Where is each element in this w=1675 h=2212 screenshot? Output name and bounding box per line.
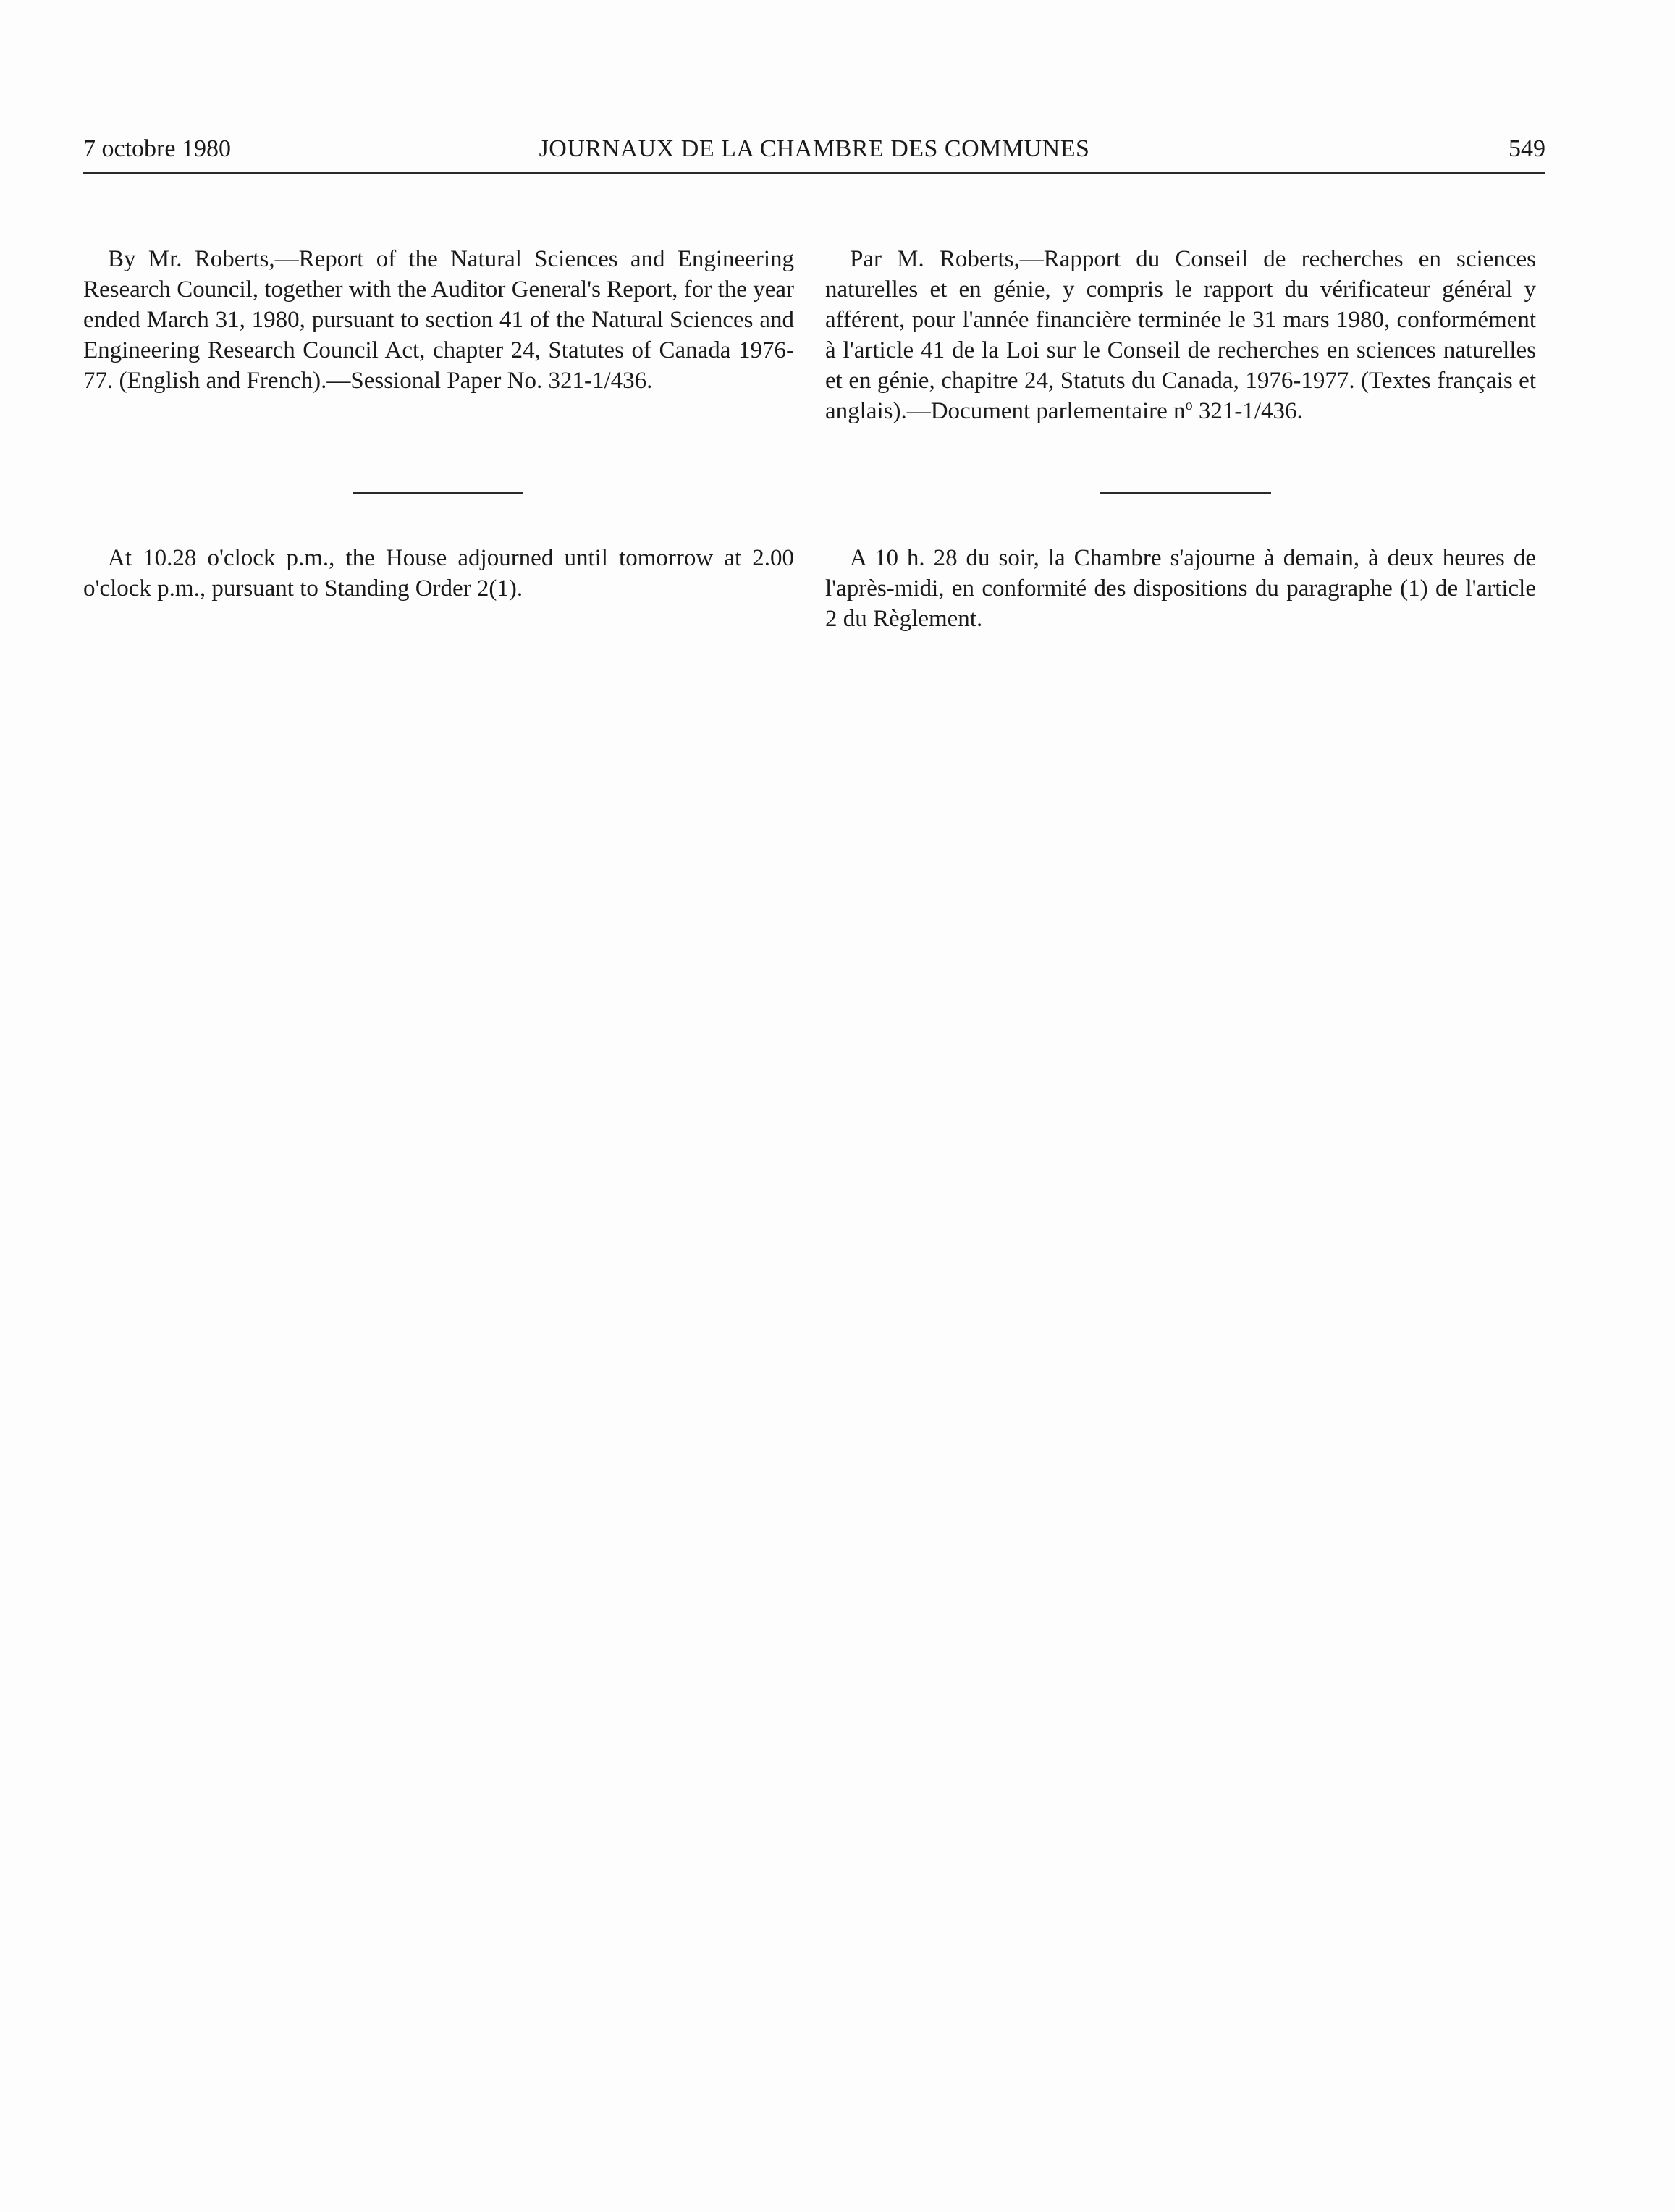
header-rule — [83, 172, 1545, 174]
english-adjournment-paragraph: At 10.28 o'clock p.m., the House adjourned until tomorrow at 2.00 o'clock p.m., pursuant to Standing Order 2(1). — [83, 545, 794, 601]
french-report-superscript: o — [1185, 397, 1193, 413]
french-section-separator — [1100, 492, 1271, 494]
english-adjournment-column — [83, 543, 794, 604]
page-header — [83, 130, 1545, 168]
english-report-column — [83, 244, 794, 396]
french-adjournment-paragraph: A 10 h. 28 du soir, la Chambre s'ajourne à demain, à deux heures de l'après-midi, en conformité des dispositions du paragraphe (1) de l'article 2 du Règlement. — [825, 545, 1536, 632]
french-report-text-end: 321-1/436. — [1192, 398, 1303, 424]
french-adjournment-column — [825, 543, 1536, 634]
header-title: JOURNAUX DE LA CHAMBRE DES COMMUNES — [539, 135, 1090, 162]
french-report-paragraph — [825, 244, 1536, 426]
english-report-paragraph: By Mr. Roberts,—Report of the Natural Sciences and Engineering Research Council, together with the Auditor General's Report, for the year ended March 31, 1980, pursuant to section 41 of the Natural Sciences and Engineering Research Council Act, chapter 24, Statutes of Canada 1976-77. (English and French).—Sessional Paper No. 321-1/436. — [83, 246, 794, 394]
header-date: 7 octobre 1980 — [83, 135, 231, 162]
french-report-column — [825, 244, 1536, 426]
english-section-separator — [353, 492, 523, 494]
header-page-number: 549 — [1509, 135, 1545, 162]
french-report-text: Par M. Roberts,—Rapport du Conseil de recherches en sciences naturelles et en génie, y compris le rapport du vérificateur général y afférent, pour l'année financière terminée le 31 mars 1980, conformément à l'article 41 de la Loi sur le Conseil de recherches en sciences naturelles et en génie, chapitre 24, Statuts du Canada, 1976-1977. (Textes français et anglais).—Document parlementaire n — [825, 246, 1536, 424]
